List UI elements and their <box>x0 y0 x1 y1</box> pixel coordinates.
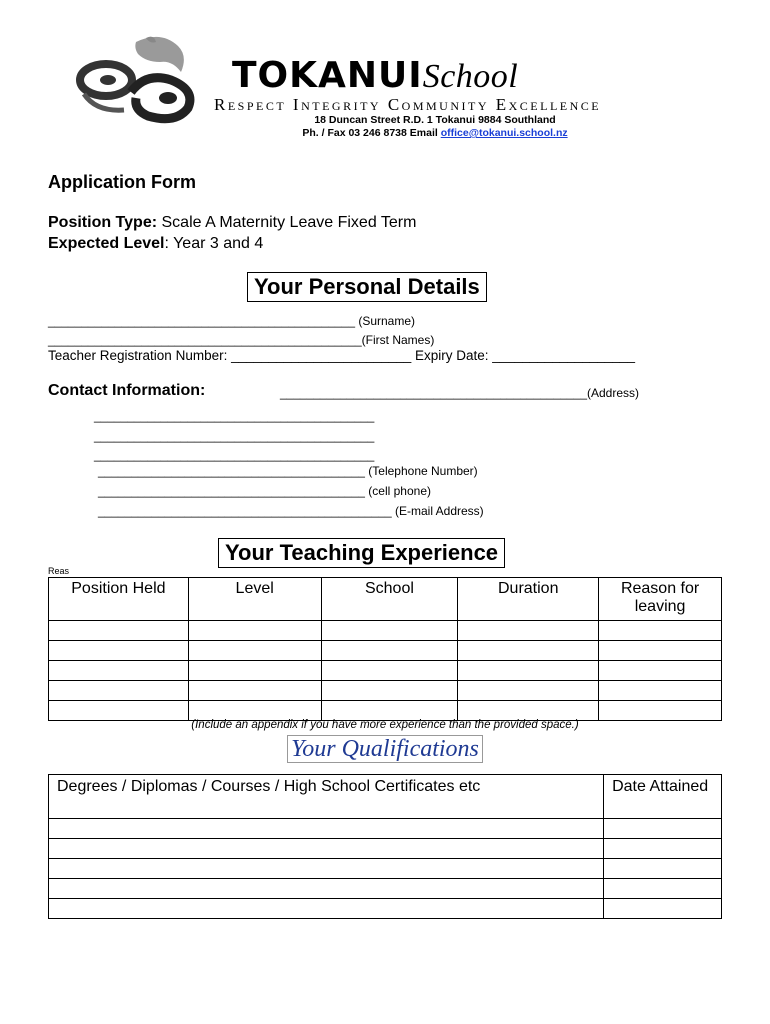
table-cell[interactable] <box>604 899 722 919</box>
school-name-italic: School <box>422 58 519 95</box>
email-link[interactable]: office@tokanui.school.nz <box>440 127 568 139</box>
table-cell[interactable] <box>458 661 599 681</box>
table-row <box>49 819 722 839</box>
table-cell[interactable] <box>49 621 189 641</box>
table-cell[interactable] <box>188 621 321 641</box>
teacher-registration-field[interactable]: Teacher Registration Number: ________________________ Expiry Date: ___________________ <box>48 348 635 363</box>
surname-field[interactable]: ______________________________________________ (Surname) <box>48 314 416 328</box>
table-cell[interactable] <box>604 879 722 899</box>
contact-info-label: Contact Information: <box>48 382 206 399</box>
qualifications-table <box>48 774 722 919</box>
table-cell[interactable] <box>321 661 458 681</box>
table-cell[interactable] <box>599 701 722 721</box>
school-name-bold: TOKANUI <box>232 55 423 96</box>
position-value: Scale A Maternity Leave Fixed Term <box>157 214 417 231</box>
table-row <box>49 641 722 661</box>
qualifications-header-row <box>49 775 722 819</box>
experience-table <box>48 577 722 721</box>
position-label: Position Type: <box>48 214 158 231</box>
table-cell[interactable] <box>321 701 458 721</box>
col-school: School <box>321 578 458 621</box>
table-row <box>49 879 722 899</box>
address-line-3[interactable]: __________________________________________ <box>94 429 375 443</box>
table-cell[interactable] <box>49 701 189 721</box>
school-motto: Respect Integrity Community Excellence <box>214 95 602 114</box>
stray-text: Reas <box>48 566 70 576</box>
table-cell[interactable] <box>458 681 599 701</box>
table-cell[interactable] <box>49 661 189 681</box>
school-address: 18 Duncan Street R.D. 1 Tokanui 9884 Southland <box>314 114 556 126</box>
table-cell[interactable] <box>49 839 604 859</box>
col-position-held: Position Held <box>49 578 189 621</box>
table-cell[interactable] <box>321 681 458 701</box>
table-cell[interactable] <box>599 641 722 661</box>
table-row <box>49 681 722 701</box>
table-cell[interactable] <box>49 819 604 839</box>
personal-details-heading: Your Personal Details <box>247 272 487 302</box>
table-cell[interactable] <box>188 661 321 681</box>
address-line-4[interactable]: __________________________________________ <box>94 448 375 462</box>
table-cell[interactable] <box>599 621 722 641</box>
table-cell[interactable] <box>599 661 722 681</box>
table-cell[interactable] <box>49 859 604 879</box>
telephone-field[interactable]: ________________________________________ (Telephone Number) <box>98 464 478 478</box>
experience-header-row <box>49 578 722 621</box>
table-cell[interactable] <box>49 681 189 701</box>
table-row <box>49 701 722 721</box>
col-level: Level <box>188 578 321 621</box>
contact-prefix: Ph. / Fax 03 246 8738 Email <box>302 127 441 139</box>
col-duration: Duration <box>458 578 599 621</box>
table-cell[interactable] <box>49 899 604 919</box>
address-field[interactable]: ______________________________________________(Address) <box>280 386 640 400</box>
qualifications-heading-wrap <box>0 736 770 763</box>
table-row <box>49 661 722 681</box>
table-cell[interactable] <box>604 839 722 859</box>
table-row <box>49 839 722 859</box>
table-cell[interactable] <box>188 681 321 701</box>
cell-phone-field[interactable]: ________________________________________ (cell phone) <box>98 484 431 498</box>
table-cell[interactable] <box>458 701 599 721</box>
table-cell[interactable] <box>604 819 722 839</box>
school-name <box>232 54 518 96</box>
table-row <box>49 621 722 641</box>
table-row <box>49 859 722 879</box>
position-type <box>48 214 416 232</box>
school-contact <box>0 127 770 139</box>
table-cell[interactable] <box>599 681 722 701</box>
table-cell[interactable] <box>321 621 458 641</box>
form-title: Application Form <box>48 172 196 192</box>
address-line-2[interactable]: __________________________________________ <box>94 409 375 423</box>
school-logo <box>76 32 206 124</box>
teaching-experience-heading: Your Teaching Experience <box>218 538 505 568</box>
table-row <box>49 899 722 919</box>
level-value: : Year 3 and 4 <box>164 235 264 252</box>
qualifications-heading: Your Qualifications <box>287 735 483 763</box>
email-field[interactable]: ____________________________________________ (E-mail Address) <box>98 504 484 518</box>
level-label: Expected Level <box>48 235 165 252</box>
table-cell[interactable] <box>321 641 458 661</box>
table-cell[interactable] <box>604 859 722 879</box>
table-cell[interactable] <box>49 879 604 899</box>
col-reason-for-leaving: Reason for leaving <box>599 578 722 621</box>
appendix-note: (Include an appendix if you have more experience than the provided space.) <box>191 719 579 731</box>
col-date-attained: Date Attained <box>604 775 722 819</box>
table-cell[interactable] <box>49 641 189 661</box>
table-cell[interactable] <box>188 641 321 661</box>
first-names-field[interactable]: _______________________________________________(First Names) <box>48 333 435 347</box>
table-cell[interactable] <box>458 621 599 641</box>
col-degrees: Degrees / Diplomas / Courses / High School Certificates etc <box>49 775 604 819</box>
table-cell[interactable] <box>188 701 321 721</box>
table-cell[interactable] <box>458 641 599 661</box>
expected-level <box>48 235 263 253</box>
